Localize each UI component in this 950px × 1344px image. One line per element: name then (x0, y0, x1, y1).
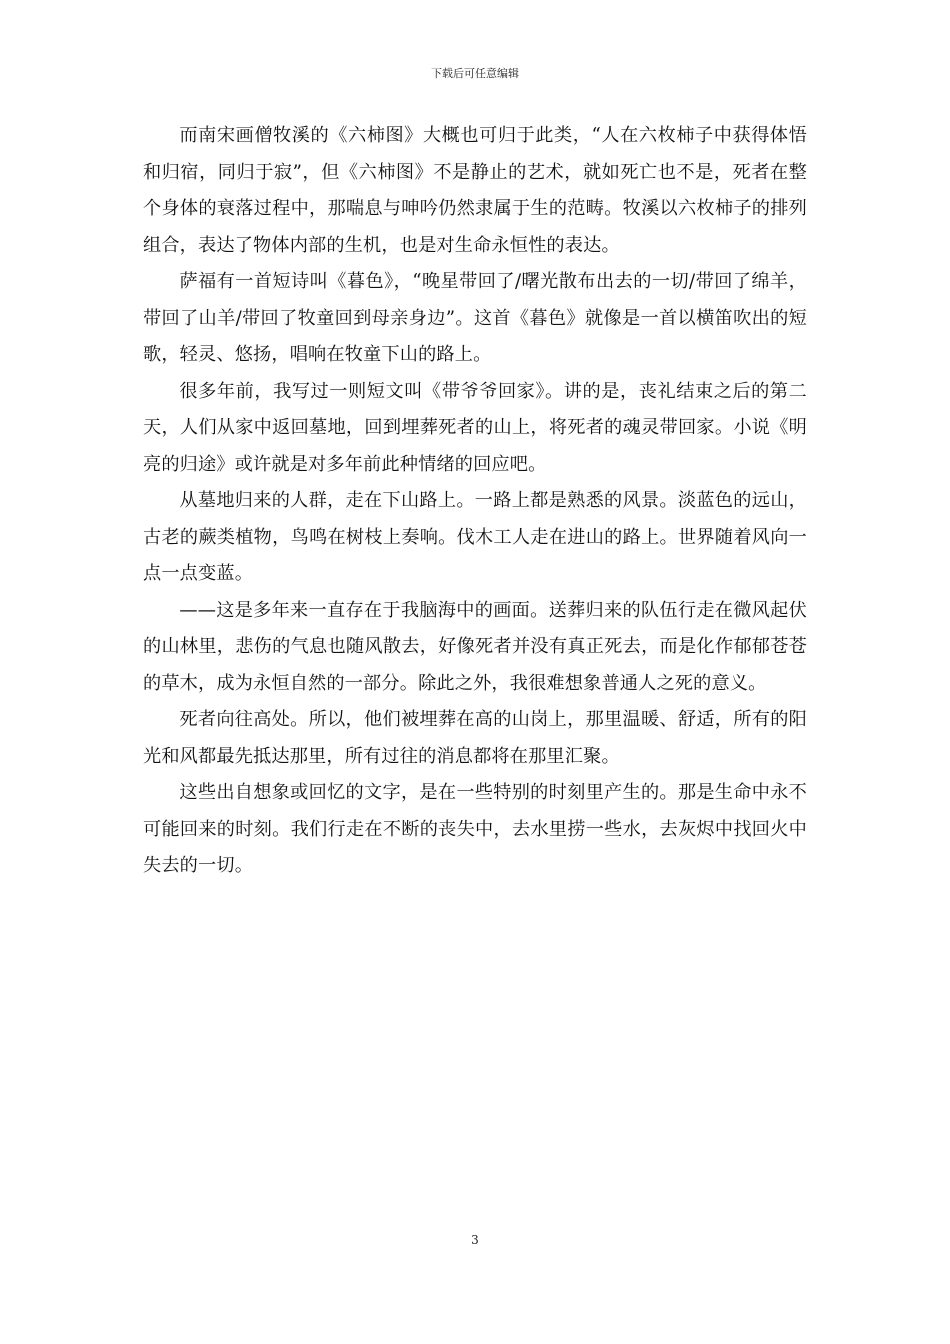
paragraph-returning-crowd: 从墓地归来的人群，走在下山路上。一路上都是熟悉的风景。淡蓝色的远山，古老的蕨类植物，鸟鸣在树枝上奏响。伐木工人走在进山的路上。世界随着风向一点一点变蓝。 (143, 490, 807, 584)
paragraph-special-moments: 这些出自想象或回忆的文字，是在一些特别的时刻里产生的。那是生命中永不可能回来的时刻。我们行走在不断的丧失中，去水里捞一些水，去灰烬中找回火中失去的一切。 (143, 782, 807, 876)
paragraph-dead-yearn-heights: 死者向往高处。所以，他们被埋葬在高的山岗上，那里温暖、舒适，所有的阳光和风都最先抵达那里，所有过往的消息都将在那里汇聚。 (143, 709, 807, 767)
paragraph-sappho-dusk: 萨福有一首短诗叫《暮色》，“晚星带回了/曙光散布出去的一切/带回了绵羊，带回了山羊/带回了牧童回到母亲身边”。这首《暮色》就像是一首以横笛吹出的短歌，轻灵、悠扬，唱响在牧童下山的路上。 (143, 271, 807, 365)
page-number: 3 (471, 1233, 479, 1247)
page-header: 下载后可任意编辑 (431, 67, 519, 80)
paragraph-funeral-procession: ——这是多年来一直存在于我脑海中的画面。送葬归来的队伍行走在微风起伏的山林里，悲伤的气息也随风散去，好像死者并没有真正死去，而是化作郁郁苍苍的草木，成为永恒自然的一部分。除此之外，我很难想象普通人之死的意义。 (143, 599, 807, 694)
paragraph-bring-grandpa-home: 很多年前，我写过一则短文叫《带爷爷回家》。讲的是，丧礼结束之后的第二天，人们从家中返回墓地，回到埋葬死者的山上，将死者的魂灵带回家。小说《明亮的归途》或许就是对多年前此种情绪的回应吧。 (143, 380, 807, 475)
paragraph-muxi-six-persimmons: 而南宋画僧牧溪的《六柿图》大概也可归于此类，“人在六枚柿子中获得体悟和归宿，同归于寂”，但《六柿图》不是静止的艺术，就如死亡也不是，死者在整个身体的衰落过程中，那喘息与呻吟仍然隶属于生的范畴。牧溪以六枚柿子的排列组合，表达了物体内部的生机，也是对生命永恒性的表达。 (143, 125, 807, 256)
body-text (143, 118, 807, 885)
